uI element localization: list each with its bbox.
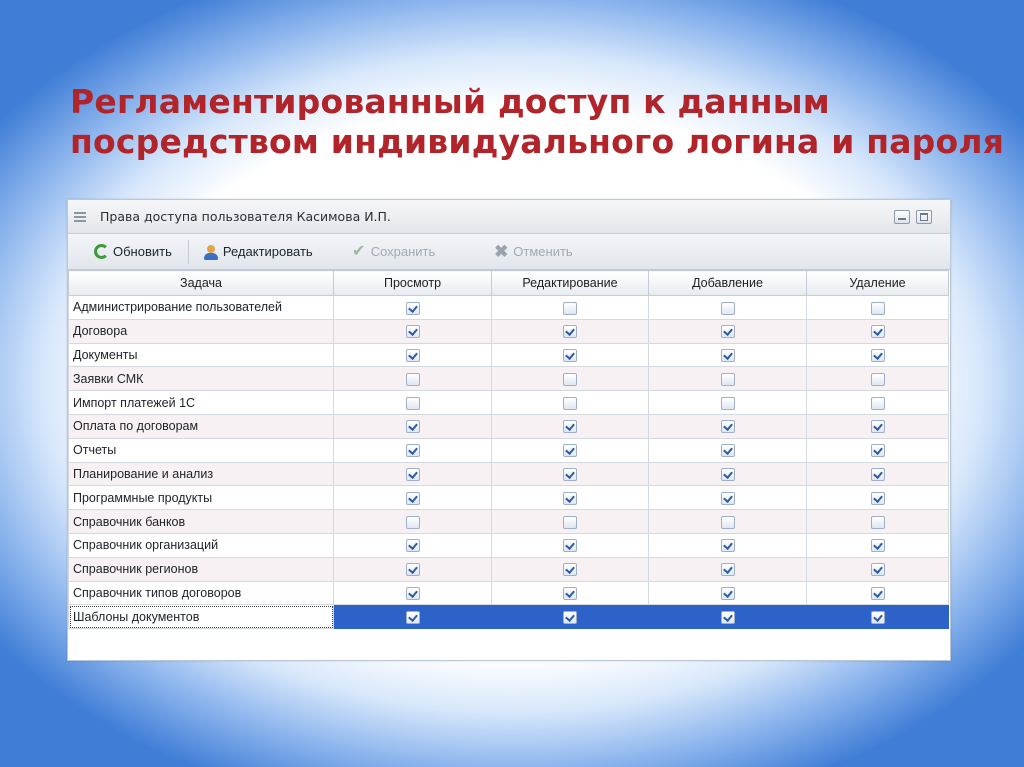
permission-checkbox-view[interactable] [406, 492, 420, 505]
window-titlebar[interactable] [68, 200, 950, 234]
table-row[interactable] [69, 605, 949, 629]
permission-checkbox-edit[interactable] [563, 563, 577, 576]
task-cell[interactable]: Справочник банков [69, 510, 334, 534]
table-row[interactable] [69, 581, 949, 605]
permission-checkbox-edit[interactable] [563, 468, 577, 481]
maximize-icon[interactable] [916, 210, 932, 224]
task-cell[interactable]: Справочник регионов [69, 557, 334, 581]
refresh-button-label: Обновить [113, 244, 172, 259]
permission-checkbox-delete[interactable] [871, 587, 885, 600]
cancel-button-label: Отменить [513, 244, 573, 259]
permission-checkbox-add[interactable] [721, 563, 735, 576]
window-controls [894, 210, 944, 224]
user-edit-icon [203, 244, 219, 260]
permission-checkbox-add[interactable] [721, 539, 735, 552]
edit-button-label: Редактировать [222, 244, 313, 259]
permission-cell-delete [807, 343, 949, 367]
permission-checkbox-delete[interactable] [871, 611, 885, 624]
permission-checkbox-add[interactable] [721, 516, 735, 529]
permission-cell-delete [807, 510, 949, 534]
permission-cell-edit [492, 510, 649, 534]
permission-checkbox-add[interactable] [721, 325, 735, 338]
toolbar [68, 234, 950, 270]
task-cell[interactable]: Заявки СМК [69, 367, 334, 391]
permission-checkbox-edit[interactable] [563, 444, 577, 457]
permission-checkbox-delete[interactable] [871, 397, 885, 410]
permission-cell-view [334, 557, 492, 581]
permission-cell-delete [807, 319, 949, 343]
checkmark-icon: ✔ [351, 242, 366, 260]
window-title: Права доступа пользователя Касимова И.П. [100, 209, 391, 224]
permission-cell-delete [807, 391, 949, 415]
task-cell[interactable]: Справочник организаций [69, 533, 334, 557]
permission-checkbox-edit[interactable] [563, 587, 577, 600]
permission-checkbox-edit[interactable] [563, 611, 577, 624]
permission-checkbox-delete[interactable] [871, 516, 885, 529]
permission-cell-add [649, 438, 807, 462]
permissions-table-body [69, 296, 949, 629]
permission-checkbox-add[interactable] [721, 349, 735, 362]
column-header-task[interactable]: Задача [69, 271, 334, 296]
permission-cell-view [334, 462, 492, 486]
window-menu-icon[interactable] [74, 212, 86, 222]
permission-cell-edit [492, 605, 649, 629]
task-cell[interactable]: Шаблоны документов [69, 605, 334, 629]
permission-checkbox-view[interactable] [406, 302, 420, 315]
permission-cell-add [649, 462, 807, 486]
permission-cell-add [649, 486, 807, 510]
column-header-edit[interactable]: Редактирование [492, 271, 649, 296]
permission-cell-add [649, 414, 807, 438]
table-row[interactable] [69, 557, 949, 581]
permission-cell-delete [807, 533, 949, 557]
permission-checkbox-delete[interactable] [871, 492, 885, 505]
permission-checkbox-view[interactable] [406, 373, 420, 386]
permission-checkbox-view[interactable] [406, 397, 420, 410]
task-cell[interactable]: Программные продукты [69, 486, 334, 510]
table-row[interactable] [69, 343, 949, 367]
permission-cell-edit [492, 414, 649, 438]
permission-cell-delete [807, 462, 949, 486]
save-button[interactable] [351, 244, 436, 260]
permission-checkbox-delete[interactable] [871, 420, 885, 433]
permission-cell-add [649, 581, 807, 605]
permission-checkbox-view[interactable] [406, 611, 420, 624]
permission-cell-view [334, 343, 492, 367]
minimize-icon[interactable] [894, 210, 910, 224]
permission-checkbox-add[interactable] [721, 420, 735, 433]
permission-checkbox-delete[interactable] [871, 444, 885, 457]
permission-checkbox-view[interactable] [406, 444, 420, 457]
table-header-row [69, 271, 949, 296]
permissions-table [68, 270, 949, 629]
edit-button[interactable] [203, 244, 313, 260]
permission-checkbox-edit[interactable] [563, 349, 577, 362]
refresh-button[interactable] [94, 244, 172, 259]
permission-checkbox-edit[interactable] [563, 325, 577, 338]
permission-checkbox-delete[interactable] [871, 563, 885, 576]
permission-cell-view [334, 438, 492, 462]
refresh-icon [94, 244, 109, 259]
permission-checkbox-delete[interactable] [871, 325, 885, 338]
table-row[interactable] [69, 533, 949, 557]
table-row[interactable] [69, 510, 949, 534]
permission-cell-delete [807, 557, 949, 581]
cancel-x-icon: ✖ [494, 241, 509, 261]
permission-cell-delete [807, 486, 949, 510]
permission-cell-edit [492, 462, 649, 486]
task-cell[interactable]: Планирование и анализ [69, 462, 334, 486]
permission-cell-delete [807, 605, 949, 629]
permission-cell-edit [492, 557, 649, 581]
task-cell[interactable]: Импорт платежей 1С [69, 391, 334, 415]
permission-cell-edit [492, 581, 649, 605]
permission-checkbox-edit[interactable] [563, 492, 577, 505]
permission-cell-view [334, 391, 492, 415]
table-row[interactable] [69, 367, 949, 391]
permission-cell-edit [492, 343, 649, 367]
permission-checkbox-view[interactable] [406, 468, 420, 481]
permission-checkbox-add[interactable] [721, 302, 735, 315]
permission-cell-edit [492, 319, 649, 343]
permission-cell-view [334, 605, 492, 629]
permission-cell-view [334, 414, 492, 438]
permission-checkbox-view[interactable] [406, 563, 420, 576]
permission-cell-add [649, 319, 807, 343]
permission-cell-add [649, 367, 807, 391]
slide-title-line-1: Регламентированный доступ к данным [70, 82, 830, 121]
permission-checkbox-view[interactable] [406, 516, 420, 529]
permission-checkbox-view[interactable] [406, 539, 420, 552]
permission-cell-view [334, 533, 492, 557]
permission-checkbox-delete[interactable] [871, 539, 885, 552]
permission-checkbox-view[interactable] [406, 349, 420, 362]
permission-cell-add [649, 391, 807, 415]
permission-checkbox-add[interactable] [721, 611, 735, 624]
permission-checkbox-delete[interactable] [871, 349, 885, 362]
permission-cell-edit [492, 486, 649, 510]
permission-checkbox-edit[interactable] [563, 397, 577, 410]
permission-checkbox-add[interactable] [721, 397, 735, 410]
permission-cell-add [649, 557, 807, 581]
table-row[interactable] [69, 438, 949, 462]
table-row[interactable] [69, 391, 949, 415]
permission-cell-view [334, 296, 492, 320]
permission-cell-add [649, 343, 807, 367]
permission-cell-view [334, 510, 492, 534]
slide-title-line-2: посредством индивидуального логина и пароля [70, 122, 1005, 161]
toolbar-separator [188, 240, 189, 264]
permission-checkbox-delete[interactable] [871, 302, 885, 315]
table-row[interactable] [69, 486, 949, 510]
cancel-button[interactable] [493, 241, 573, 261]
permission-cell-add [649, 510, 807, 534]
permission-checkbox-add[interactable] [721, 444, 735, 457]
permission-cell-add [649, 605, 807, 629]
permission-cell-add [649, 533, 807, 557]
table-row[interactable] [69, 296, 949, 320]
permission-cell-edit [492, 438, 649, 462]
permission-checkbox-add[interactable] [721, 587, 735, 600]
task-cell[interactable]: Оплата по договорам [69, 414, 334, 438]
permission-cell-delete [807, 414, 949, 438]
column-header-delete[interactable]: Удаление [807, 271, 949, 296]
permission-cell-edit [492, 533, 649, 557]
permission-checkbox-view[interactable] [406, 325, 420, 338]
table-row[interactable] [69, 462, 949, 486]
permission-cell-view [334, 486, 492, 510]
permission-checkbox-delete[interactable] [871, 468, 885, 481]
permission-checkbox-edit[interactable] [563, 516, 577, 529]
permission-cell-view [334, 581, 492, 605]
task-cell[interactable]: Справочник типов договоров [69, 581, 334, 605]
permission-checkbox-edit[interactable] [563, 539, 577, 552]
permission-checkbox-view[interactable] [406, 587, 420, 600]
permission-checkbox-edit[interactable] [563, 420, 577, 433]
permission-cell-view [334, 319, 492, 343]
permission-cell-edit [492, 296, 649, 320]
save-button-label: Сохранить [370, 244, 436, 259]
table-row[interactable] [69, 319, 949, 343]
permission-checkbox-add[interactable] [721, 468, 735, 481]
task-cell[interactable]: Договора [69, 319, 334, 343]
permission-cell-delete [807, 438, 949, 462]
task-cell[interactable]: Документы [69, 343, 334, 367]
table-row[interactable] [69, 414, 949, 438]
permission-checkbox-add[interactable] [721, 492, 735, 505]
access-rights-window [67, 199, 951, 661]
window-edge [938, 210, 944, 222]
permission-cell-edit [492, 367, 649, 391]
permission-cell-view [334, 367, 492, 391]
slide-title [70, 82, 1005, 162]
permission-checkbox-view[interactable] [406, 420, 420, 433]
permission-cell-add [649, 296, 807, 320]
table-empty-area [68, 629, 950, 649]
column-header-add[interactable]: Добавление [649, 271, 807, 296]
permission-cell-edit [492, 391, 649, 415]
task-cell[interactable]: Отчеты [69, 438, 334, 462]
column-header-view[interactable]: Просмотр [334, 271, 492, 296]
permission-checkbox-edit[interactable] [563, 302, 577, 315]
permission-cell-delete [807, 367, 949, 391]
permission-checkbox-edit[interactable] [563, 373, 577, 386]
permission-cell-delete [807, 581, 949, 605]
permission-checkbox-add[interactable] [721, 373, 735, 386]
task-cell[interactable]: Администрирование пользователей [69, 296, 334, 320]
permission-cell-delete [807, 296, 949, 320]
permission-checkbox-delete[interactable] [871, 373, 885, 386]
